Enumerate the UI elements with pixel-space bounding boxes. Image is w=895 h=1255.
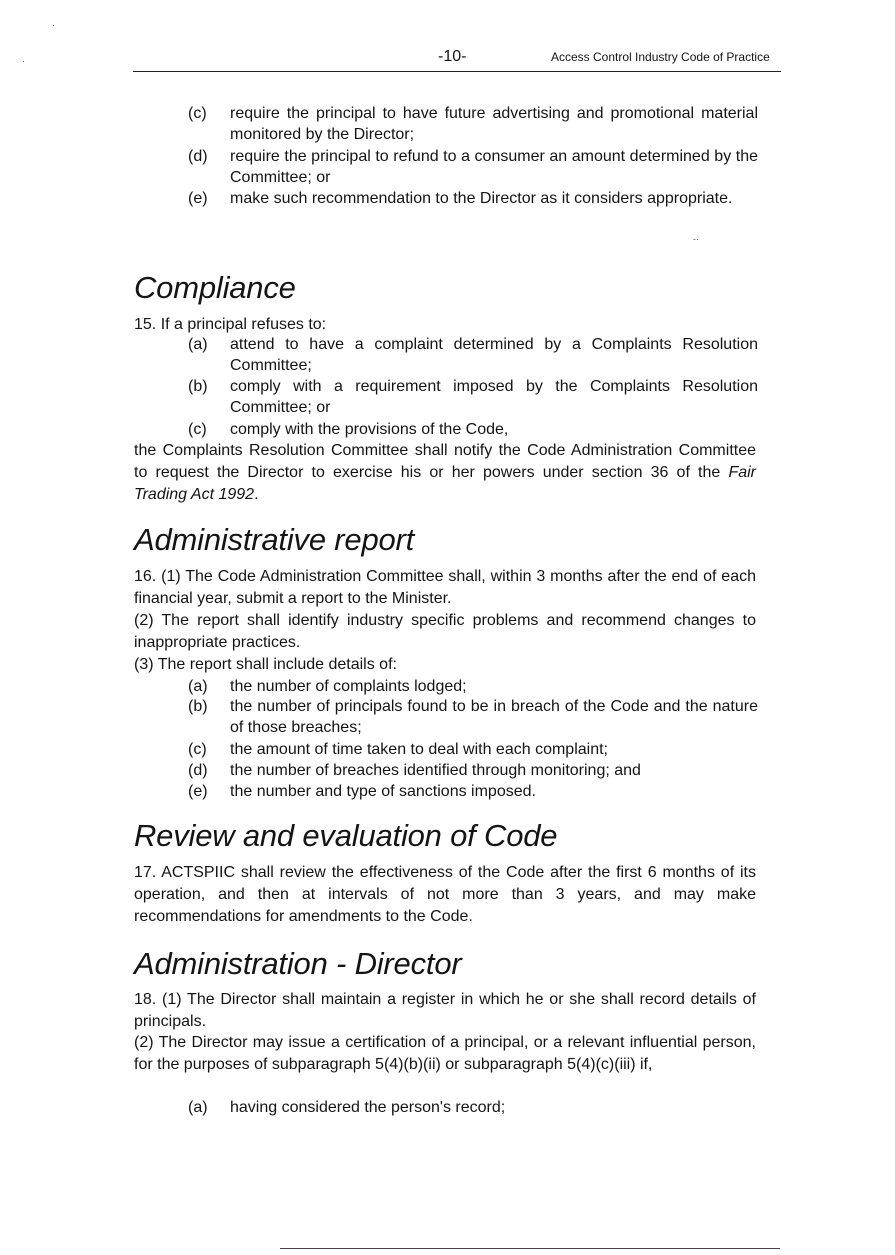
list-item (188, 419, 758, 440)
scan-speck: -· (693, 234, 699, 244)
list-item (188, 103, 758, 145)
page-number: -10- (438, 48, 467, 65)
document-title: Access Control Industry Code of Practice (551, 50, 770, 64)
list-item (188, 739, 758, 760)
list-item-text: the amount of time taken to deal with each complaint; (230, 741, 608, 758)
list-item-text: the number of principals found to be in breach of the Code and the nature of those breaches; (230, 698, 758, 736)
section-heading-administration-director: Administration - Director (134, 946, 462, 981)
list-item (188, 781, 758, 802)
list-item-label: (c) (188, 105, 207, 122)
list-item-text: require the principal to refund to a consumer an amount determined by the Committee; or (230, 148, 758, 186)
list-item-text: the number and type of sanctions imposed. (230, 783, 536, 800)
section-heading-compliance: Compliance (134, 270, 296, 305)
list-item (188, 188, 758, 209)
list-item (188, 676, 758, 697)
list-item (188, 696, 758, 738)
compliance-closing-paragraph (134, 440, 756, 506)
list-item-label: (e) (188, 783, 208, 800)
paragraph: (2) The Director may issue a certification of a principal, or a relevant influential person, for the purposes of subparagraph 5(4)(b)(ii) or subparagraph 5(4)(c)(iii) if, (134, 1034, 756, 1073)
paragraph: (3) The report shall include details of: (134, 656, 397, 673)
list-item-label: (a) (188, 678, 208, 695)
section-heading-administrative-report: Administrative report (134, 522, 415, 557)
list-item-text: make such recommendation to the Director as it considers appropriate. (230, 190, 733, 207)
list-item-label: (d) (188, 762, 208, 779)
compliance-closing-text: the Complaints Resolution Committee shall notify the Code Administration Committee to request the Director to exercise his or her powers under section 36 of the (134, 442, 756, 481)
act-name: Fair Trading Act 1992 (134, 464, 756, 503)
compliance-intro: 15. If a principal refuses to: (134, 316, 327, 333)
list-item (188, 146, 758, 188)
paragraph: (2) The report shall identify industry specific problems and recommend changes to inappropriate practices. (134, 612, 756, 651)
page-bottom-edge (280, 1248, 780, 1249)
paragraph: 17. ACTSPIIC shall review the effectiveness of the Code after the first 6 months of its operation, and then at intervals of not more than 3 years, and may make recommendations for amendments to the Code. (134, 864, 756, 925)
scan-speck: · (22, 56, 25, 66)
paragraph: 16. (1) The Code Administration Committee shall, within 3 months after the end of each financial year, submit a report to the Minister. (134, 568, 756, 607)
list-item-label: (c) (188, 421, 207, 438)
list-item (188, 334, 758, 376)
list-item (188, 376, 758, 418)
list-item-label: (d) (188, 148, 208, 165)
list-item-label: (a) (188, 336, 208, 353)
list-item-label: (b) (188, 378, 208, 395)
list-item-text: comply with a requirement imposed by the Complaints Resolution Committee; or (230, 378, 758, 416)
list-item (188, 1097, 758, 1118)
list-item-text: the number of breaches identified through monitoring; and (230, 762, 641, 779)
paragraph: 18. (1) The Director shall maintain a register in which he or she shall record details of principals. (134, 991, 756, 1030)
compliance-closing-end: . (254, 486, 259, 503)
list-item-label: (a) (188, 1099, 208, 1116)
list-item (188, 760, 758, 781)
list-item-label: (e) (188, 190, 208, 207)
section-heading-review: Review and evaluation of Code (134, 818, 558, 853)
list-item-text: the number of complaints lodged; (230, 678, 467, 695)
list-item-text: comply with the provisions of the Code, (230, 421, 509, 438)
header-rule (133, 71, 781, 72)
list-item-text: require the principal to have future advertising and promotional material monitored by the Director; (230, 105, 758, 143)
list-item-label: (b) (188, 698, 208, 715)
list-item-text: having considered the person's record; (230, 1099, 506, 1116)
scan-speck: · (52, 20, 55, 30)
list-item-text: attend to have a complaint determined by a Complaints Resolution Committee; (230, 336, 758, 374)
list-item-label: (c) (188, 741, 207, 758)
